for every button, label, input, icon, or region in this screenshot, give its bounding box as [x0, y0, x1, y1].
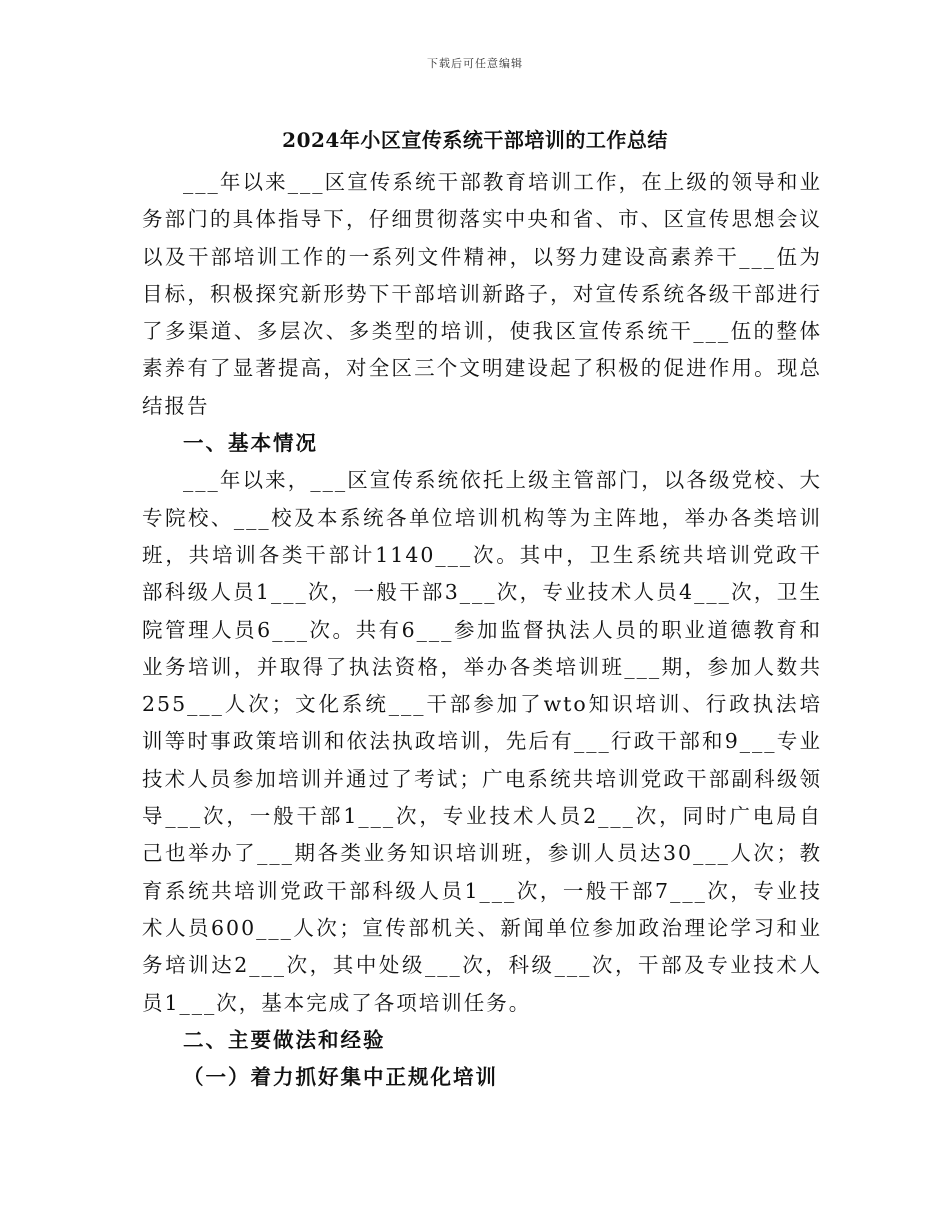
- section-heading-basic-situation: 一、基本情况: [183, 431, 318, 456]
- section-heading-main-practices: 二、主要做法和经验: [183, 1027, 386, 1052]
- document-title: 2024年小区宣传系统干部培训的工作总结: [282, 128, 668, 152]
- intro-paragraph: ___年以来___区宣传系统干部教育培训工作，在上级的领导和业务部门的具体指导下，仔细贯彻落实中央和省、市、区宣传思想会议以及干部培训工作的一系列文件精神，以努力建设高素养干___伍为目标，积极探究新形势下干部培训新路子，对宣传系统各级干部进行了多渠道、多层次、多类型的培训，使我区宣传系统干___伍的整体素养有了显著提高，对全区三个文明建设起了积极的促进作用。现总结报告: [142, 170, 822, 418]
- header-note: 下载后可任意编辑: [427, 57, 523, 70]
- document-body: [142, 164, 822, 1096]
- subsection-heading-centralized-training: （一）着力抓好集中正规化培训: [183, 1065, 498, 1090]
- basic-situation-paragraph: ___年以来，___区宣传系统依托上级主管部门，以各级党校、大专院校、___校及本系统各单位培训机构等为主阵地，举办各类培训班，共培训各类干部计1140___次。其中，卫生系统共培训党政干部科级人员1___次，一般干部3___次，专业技术人员4___次，卫生院管理人员6___次。共有6___参加监督执法人员的职业道德教育和业务培训，并取得了执法资格，举办各类培训班___期，参加人数共255___人次；文化系统___干部参加了wto知识培训、行政执法培训等时事政策培训和依法执政培训，先后有___行政干部和9___专业技术人员参加培训并通过了考试；广电系统共培训党政干部副科级领导___次，一般干部1___次，专业技术人员2___次，同时广电局自己也举办了___期各类业务知识培训班，参训人员达30___人次；教育系统共培训党政干部科级人员1___次，一般干部7___次，专业技术人员600___人次；宣传部机关、新闻单位参加政治理论学习和业务培训达2___次，其中处级___次，科级___次，干部及专业技术人员1___次，基本完成了各项培训任务。: [142, 468, 822, 1015]
